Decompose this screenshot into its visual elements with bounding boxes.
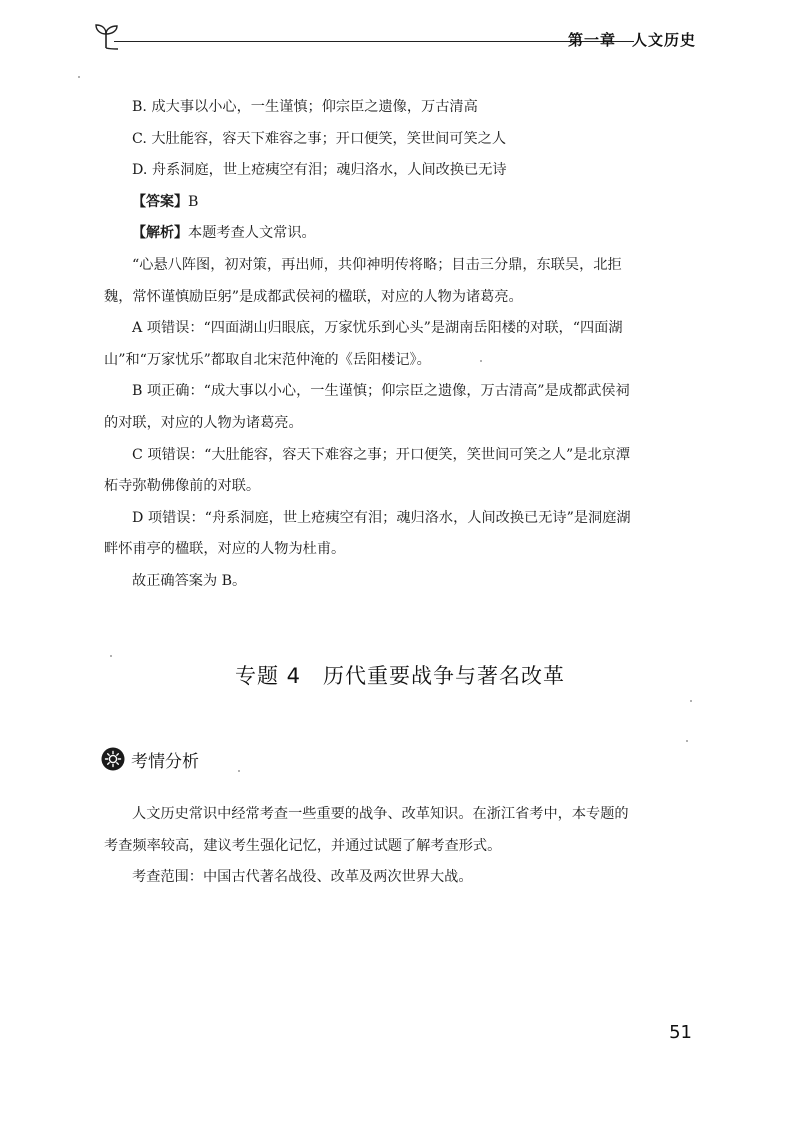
answer-tag: 【答案】	[132, 193, 188, 210]
sub-heading	[101, 745, 199, 773]
option-b: B. 成大事以小心，一生谨慎；仰宗臣之遗像，万古清高	[132, 99, 478, 115]
section-paragraph-line-1: 人文历史常识中经常考查一些重要的战争、改革知识。在浙江省考中，本专题的	[132, 806, 629, 822]
question-body	[104, 92, 694, 598]
analysis-intro: 本题考查人文常识。	[188, 225, 316, 242]
analysis-paragraph-3-line-2: 的对联，对应的人物为诸葛亮。	[104, 414, 303, 431]
sub-heading-label: 考情分析	[131, 751, 199, 772]
scan-speck	[480, 360, 482, 362]
header-rule	[114, 41, 634, 42]
section-body	[104, 799, 694, 894]
analysis-paragraph-1-line-1: “心悬八阵图，初对策，再出师，共仰神明传将略；目击三分鼎，东联吴，北拒	[132, 256, 622, 273]
option-c: C. 大肚能容，容天下难容之事；开口便笑，笑世间可笑之人	[132, 130, 507, 147]
analysis-paragraph-1-line-2: 魏，常怀谨慎励臣躬”是成都武侯祠的楹联，对应的人物为诸葛亮。	[104, 288, 523, 305]
analysis-paragraph-5-line-2: 畔怀甫亭的楹联，对应的人物为杜甫。	[104, 541, 346, 558]
section-scope: 考查范围：中国古代著名战役、改革及两次世界大战。	[132, 869, 473, 886]
scan-speck	[110, 655, 112, 657]
scan-speck	[690, 700, 692, 702]
analysis-paragraph-2-line-2: 山”和“万家忧乐”都取自北宋范仲淹的《岳阳楼记》。	[104, 351, 431, 368]
option-d: D. 舟系洞庭，世上疮痍空有泪；魂归洛水，人间改换已无诗	[132, 162, 507, 179]
scan-speck	[238, 770, 240, 772]
analysis-paragraph-5-line-1: D 项错误：“舟系洞庭，世上疮痍空有泪；魂归洛水，人间改换已无诗”是洞庭湖	[132, 509, 631, 526]
analysis-paragraph-3-line-1: B 项正确：“成大事以小心，一生谨慎；仰宗臣之遗像，万古清高”是成都武侯祠	[132, 383, 630, 400]
analysis-paragraph-4-line-2: 柘寺弥勒佛像前的对联。	[104, 478, 261, 495]
running-header	[92, 22, 696, 52]
sprout-icon	[92, 22, 122, 52]
scan-speck	[78, 76, 80, 78]
section-paragraph-line-2: 考查频率较高，建议考生强化记忆，并通过试题了解考查形式。	[104, 837, 502, 854]
analysis-line	[104, 218, 694, 250]
sun-icon	[101, 747, 125, 771]
analysis-conclusion: 故正确答案为 B。	[132, 572, 247, 589]
section-title: 专题 4 历代重要战争与著名改革	[234, 664, 566, 688]
page-number: 51	[669, 1022, 692, 1043]
analysis-paragraph-2-line-1: A 项错误：“四面湖山归眼底，万家忧乐到心头”是湖南岳阳楼的对联，“四面湖	[132, 320, 623, 337]
chapter-title: 第一章 人文历史	[567, 31, 696, 49]
answer-line	[104, 187, 694, 219]
analysis-tag: 【解析】	[132, 225, 188, 242]
answer-value: B	[188, 193, 199, 210]
scan-speck	[686, 740, 688, 742]
analysis-paragraph-4-line-1: C 项错误：“大肚能容，容天下难容之事；开口便笑，笑世间可笑之人”是北京潭	[132, 446, 631, 463]
